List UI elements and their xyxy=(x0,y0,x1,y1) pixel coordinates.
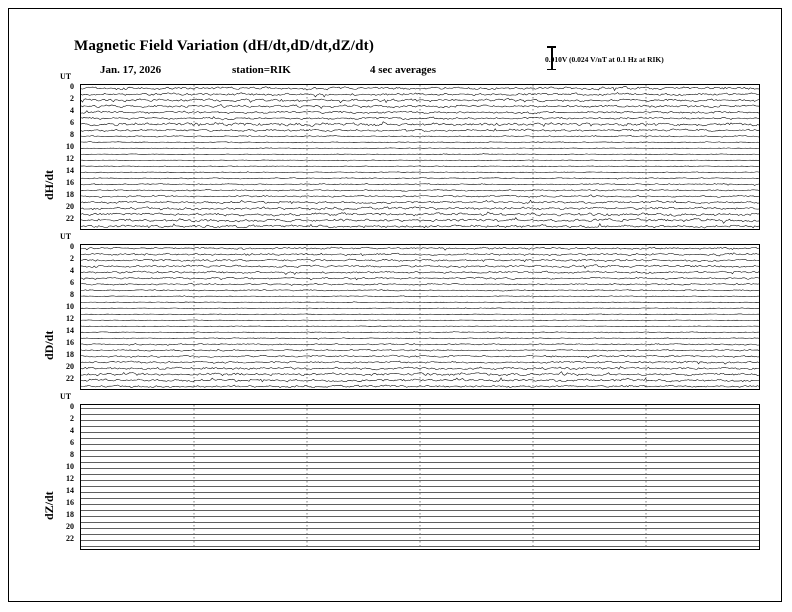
hour-tick-label: 4 xyxy=(70,266,74,276)
hour-tick-label: 10 xyxy=(66,142,74,152)
subtitle-station: station=RIK xyxy=(232,64,291,76)
hour-tick-label: 22 xyxy=(66,214,74,224)
hour-tick-label: 2 xyxy=(70,254,74,264)
hour-tick-label: 18 xyxy=(66,510,74,520)
hour-tick-label: 12 xyxy=(66,154,74,164)
hour-tick-label: 20 xyxy=(66,362,74,372)
hour-tick-label: 2 xyxy=(70,94,74,104)
hour-tick-label: 12 xyxy=(66,314,74,324)
panel-dddt xyxy=(80,244,760,390)
subtitle-date: Jan. 17, 2026 xyxy=(100,64,162,76)
subtitle-averaging: 4 sec averages xyxy=(370,64,436,76)
panel-dhdt xyxy=(80,84,760,230)
plot-area-dzdt xyxy=(81,405,759,549)
hour-tick-label: 14 xyxy=(66,166,74,176)
hour-tick-label: 0 xyxy=(70,82,74,92)
hour-tick-label: 4 xyxy=(70,106,74,116)
hour-tick-label: 0 xyxy=(70,242,74,252)
hour-tick-label: 8 xyxy=(70,450,74,460)
hour-tick-label: 22 xyxy=(66,534,74,544)
hour-tick-label: 2 xyxy=(70,414,74,424)
hour-tick-label: 6 xyxy=(70,438,74,448)
hour-tick-label: 14 xyxy=(66,486,74,496)
calibration-label: 0.010V (0.024 V/nT at 0.1 Hz at RIK) xyxy=(545,55,664,64)
hour-tick-label: 18 xyxy=(66,190,74,200)
hour-tick-label: 22 xyxy=(66,374,74,384)
ylabel-dzdt: dZ/dt xyxy=(42,491,56,520)
hour-tick-label: 12 xyxy=(66,474,74,484)
hour-tick-label: 14 xyxy=(66,326,74,336)
panel-dzdt xyxy=(80,404,760,550)
hour-tick-label: 8 xyxy=(70,290,74,300)
hour-tick-label: 4 xyxy=(70,426,74,436)
hour-tick-label: 6 xyxy=(70,278,74,288)
ylabel-dddt: dD/dt xyxy=(42,330,56,360)
hour-tick-label: 6 xyxy=(70,118,74,128)
ylabel-dhdt: dH/dt xyxy=(42,169,56,200)
page-title: Magnetic Field Variation (dH/dt,dD/dt,dZ/dt) xyxy=(74,38,375,54)
plot-area-dddt xyxy=(81,245,759,389)
hour-tick-label: 8 xyxy=(70,130,74,140)
hour-tick-label: 16 xyxy=(66,338,74,348)
plot-area-dhdt xyxy=(81,85,759,229)
hour-tick-label: 20 xyxy=(66,522,74,532)
ut-label-panel-2: UT xyxy=(60,392,72,401)
hour-tick-label: 10 xyxy=(66,462,74,472)
hour-tick-label: 16 xyxy=(66,498,74,508)
hour-tick-label: 0 xyxy=(70,402,74,412)
ut-label-panel-1: UT xyxy=(60,232,72,241)
hour-tick-label: 18 xyxy=(66,350,74,360)
hour-tick-label: 20 xyxy=(66,202,74,212)
hour-tick-label: 16 xyxy=(66,178,74,188)
ut-label-panel-0: UT xyxy=(60,72,72,81)
hour-tick-label: 10 xyxy=(66,302,74,312)
